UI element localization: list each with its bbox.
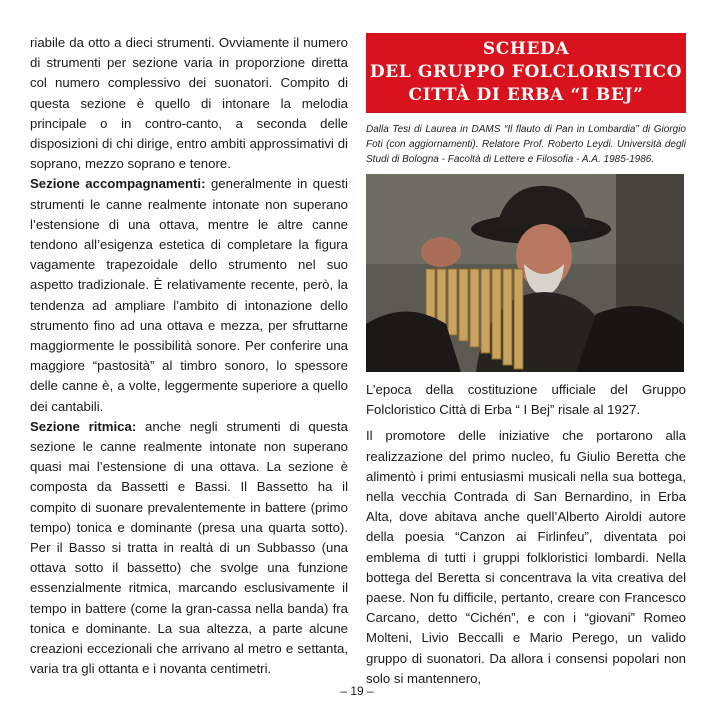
photo-caption: Dalla Tesi di Laurea in DAMS “Il flauto di Pan in Lombardia” di Giorgio Foti (con aggiornamenti). Relatore Prof. Roberto Leydi. Università degli Studi di Bologna - Facoltà di Lettere e Filosofia - A.A. 1985-1986. xyxy=(366,124,686,165)
accompagnamenti-text: generalmente in questi strumenti le canne realmente intonate non superano l’estensione di una ottava, mentre le altre canne tendono all’esigenza estetica di completare la figura vagamente trapezoidale dello strumento nel suo aspetto tradizionale. È relativamente recente, però, la tendenza ad ampliare l’ambito di intonazione dello strumento fino ad una ottava e mezza, per sfruttarne maggiormente le possibilità sonore. Per conferire una maggiore “pastosità” al timbro sonoro, lo spessore delle canne è, a volte, leggermente superiore a quello dei cantabili. xyxy=(30,176,348,414)
ritmica-heading: Sezione ritmica: xyxy=(30,418,137,434)
page-number: – 19 – xyxy=(340,684,374,698)
ritmica-text: anche negli strumenti di questa sezione le canne realmente intonate non superano quasi mai l’estensione di una ottava. La sezione è composta da Bassetti e Bassi. Il Bassetto ha il compito di suonare prevalentemente in battere (primo tempo) tonica e dominante (presa una quarta sotto). Per il Basso si tratta in realtà di un Subbasso (una ottava sotto il bassetto) che svolge una funzione essenzialmente ritmica, marcando esclusivamente il tempo in battere (come la gran-cassa nella banda) fra tonica e dominante. La sua altezza, a parte alcune creazioni eccezionali che arrivano al metro e settanta, varia tra gli ottanta e i novanta centimetri. xyxy=(30,418,348,677)
right-paragraph-2: Il promotore delle iniziative che portarono alla realizzazione del primo nucleo, fu Giulio Beretta che alimentò i primi entusiasmi musicali nella sua bottega, nella vecchia Contrada di San Bernardino, in Erba Alta, dove abitava anche quell’Alberto Airoldi autore della poesia “Canzon ai Firlinfeu”, diventata poi emblema di tutti i gruppi folkloristici lombardi. Nella bottega del Beretta si concentrava la vita creativa del paese. Non fu difficile, pertanto, creare con Francesco Carcano, detto “Cichén”, e con i “giovani” Romeo Molteni, Livio Beccalli e Mario Perego, un valido gruppo di suonatori. Da allora i consensi popolari non solo si mantennero, xyxy=(366,428,686,686)
left-column xyxy=(30,33,348,680)
banner-line-3: CITTÀ DI ERBA “I BEJ” xyxy=(408,85,644,105)
banner-line-2: DEL GRUPPO FOLCLORISTICO xyxy=(369,62,683,82)
right-column xyxy=(366,33,686,695)
intro-paragraph: riabile da otto a dieci strumenti. Ovviamente il numero di strumenti per sezione varia in proporzione diretta col numero complessivo dei suonatori. Compito di questa sezione è quello di intonare la melodia principale o in contro-canto, a seconda delle disposizioni di chi dirige, entro ambiti approssimativi di soprano, mezzo soprano e tenore. xyxy=(30,35,348,172)
photo-illustration xyxy=(366,174,684,372)
right-text xyxy=(366,380,686,689)
panpipe-player-photo xyxy=(366,174,684,372)
right-paragraph-1: L’epoca della costituzione ufficiale del Gruppo Folcloristico Città di Erba “ I Bej” risale al 1927. xyxy=(366,382,686,418)
ritmica-paragraph xyxy=(30,417,348,680)
accompagnamenti-heading: Sezione accompagnamenti: xyxy=(30,176,206,192)
title-banner xyxy=(366,33,686,113)
banner-line-1: SCHEDA xyxy=(482,39,570,59)
accompagnamenti-paragraph xyxy=(30,174,348,416)
